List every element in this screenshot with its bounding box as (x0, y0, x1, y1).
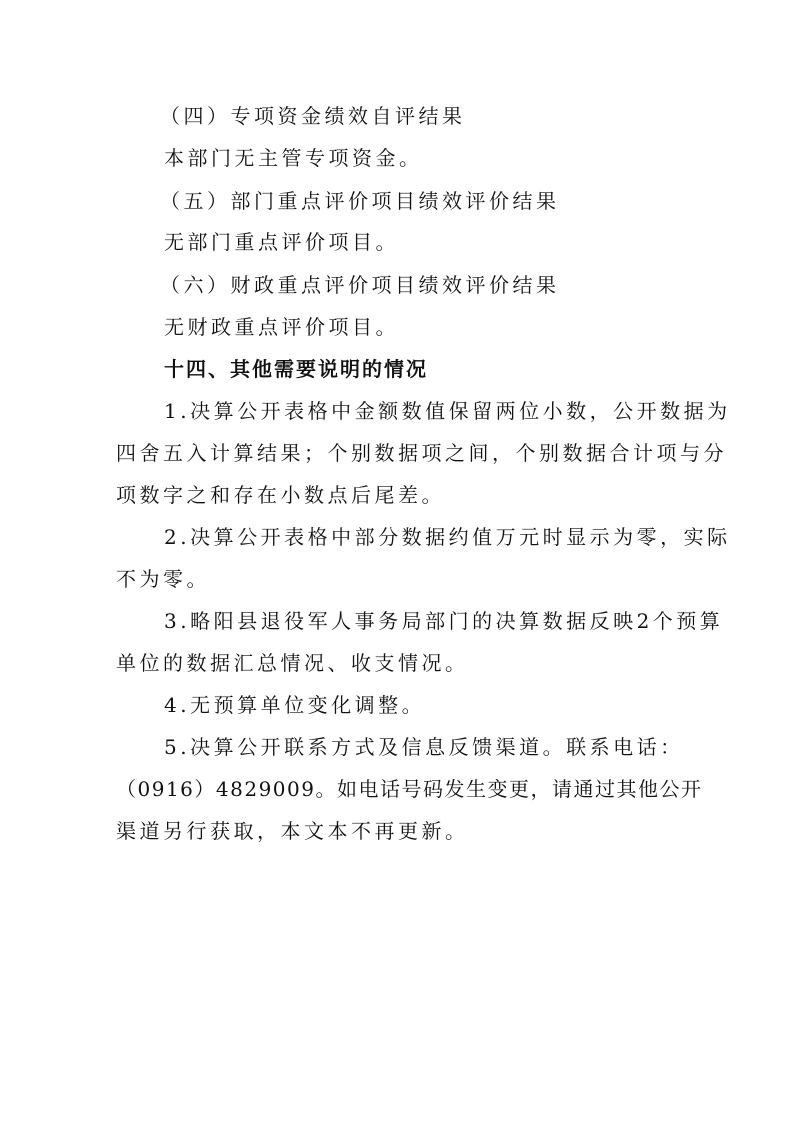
section-body-5: 无部门重点评价项目。 (164, 230, 399, 254)
item-5-line-1: 5.决算公开联系方式及信息反馈渠道。联系电话： (164, 735, 684, 759)
item-1-line-3: 项数字之和存在小数点后尾差。 (116, 483, 445, 507)
item-1-line-1: 1.决算公开表格中金额数值保留两位小数，公开数据为 (164, 399, 731, 423)
section-heading-6: （六）财政重点评价项目绩效评价结果 (160, 273, 560, 297)
item-2-line-1: 2.决算公开表格中部分数据约值万元时显示为零，实际 (164, 525, 731, 549)
item-3-line-1: 3.略阳县退役军人事务局部门的决算数据反映2个预算 (164, 609, 724, 633)
item-5-line-3: 渠道另行获取，本文本不再更新。 (116, 819, 469, 843)
section-heading-4: （四）专项资金绩效自评结果 (160, 104, 466, 128)
item-2-line-2: 不为零。 (116, 567, 210, 591)
item-4-line-1: 4.无预算单位变化调整。 (164, 693, 426, 717)
item-3-line-2: 单位的数据汇总情况、收支情况。 (116, 651, 469, 675)
section-heading-5: （五）部门重点评价项目绩效评价结果 (160, 189, 560, 213)
section-body-4: 本部门无主管专项资金。 (164, 146, 423, 170)
item-5-line-2: （0916）4829009。如电话号码发生变更，请通过其他公开 (116, 777, 703, 801)
item-1-line-2: 四舍五入计算结果；个别数据项之间，个别数据合计项与分 (116, 441, 727, 465)
section-body-6: 无财政重点评价项目。 (164, 315, 399, 339)
section-14-title: 十四、其他需要说明的情况 (164, 357, 428, 381)
